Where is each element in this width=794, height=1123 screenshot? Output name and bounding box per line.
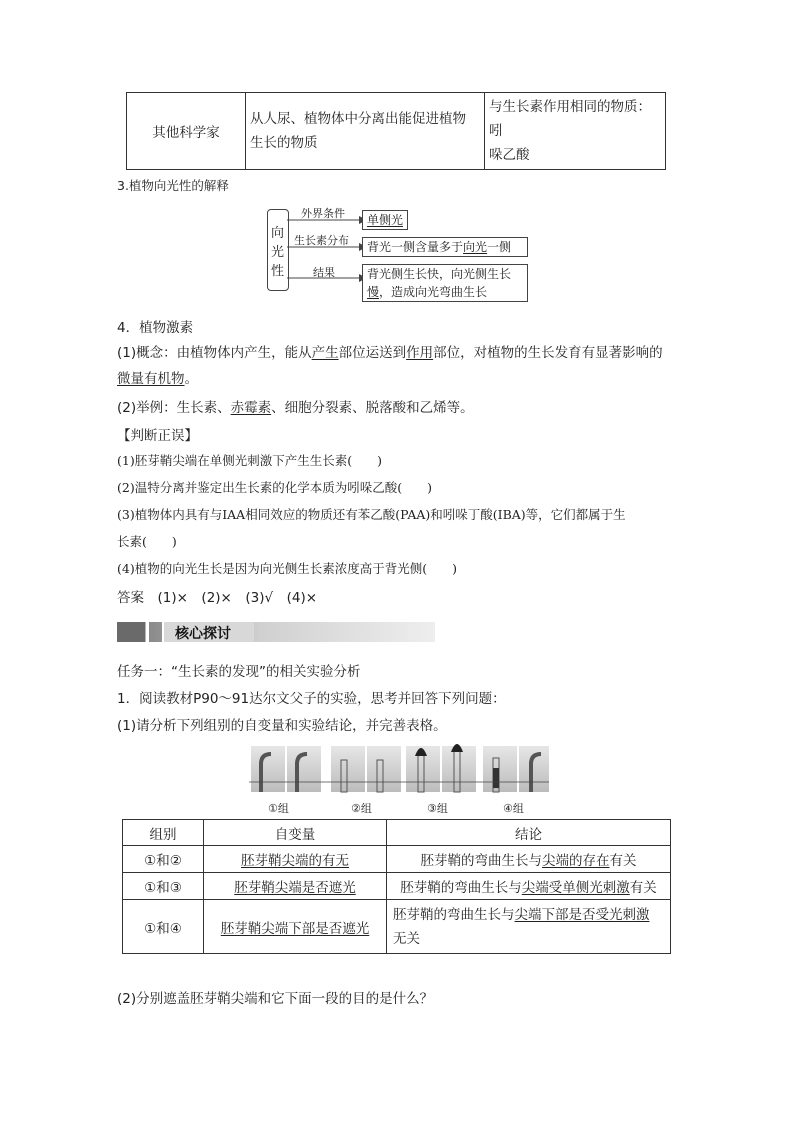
concept-line: (1)概念：由植物体内产生，能从产生部位运送到作用部位，对植物的生长发育有显著影响的 <box>117 345 663 361</box>
group-label-4: ④组 <box>503 802 524 815</box>
group-label-1: ①组 <box>268 802 289 815</box>
question-sub2: (2)分别遮盖胚芽鞘尖端和它下面一段的目的是什么？ <box>117 991 434 1007</box>
header-conclusion: 结论 <box>387 820 671 846</box>
experiment-table <box>122 819 671 954</box>
judge-title: 【判断正误】 <box>117 428 198 444</box>
diagram-label-3: 结果 <box>313 266 335 279</box>
section-3-title: 3.植物向光性的解释 <box>117 178 229 193</box>
task1-title: 任务一：“生长素的发现”的相关实验分析 <box>117 664 361 680</box>
section-4-title: 4．植物激素 <box>117 320 194 336</box>
concept-line-2: 微量有机物。 <box>117 371 198 387</box>
judge-q3-cont: 长素( ) <box>117 534 177 549</box>
judge-q3: (3)植物体内具有与IAA相同效应的物质还有苯乙酸(PAA)和吲哚丁酸(IBA)等，它们都属于生 <box>117 507 626 522</box>
diagram-label-2: 生长素分布 <box>294 234 349 247</box>
judge-q4: (4)植物的向光生长是因为向光侧生长素浓度高于背光侧( ) <box>117 561 457 576</box>
answer-line: 答案 (1)× (2)× (3)√ (4)× <box>117 590 318 606</box>
group-label-3: ③组 <box>427 802 448 815</box>
table-row: ①和③ 胚芽鞘尖端是否遮光 胚芽鞘的弯曲生长与尖端受单侧光刺激有关 <box>123 873 671 900</box>
judge-q1: (1)胚芽鞘尖端在单侧光刺激下产生生长素( ) <box>117 453 382 468</box>
cell-scientist: 其他科学家 <box>127 93 246 170</box>
judge-q2: (2)温特分离并鉴定出生长素的化学本质为吲哚乙酸( ) <box>117 480 432 495</box>
header-group: 组别 <box>123 820 204 846</box>
table-row: ①和④ 胚芽鞘尖端下部是否遮光 胚芽鞘的弯曲生长与尖端下部是否受光刺激 无关 <box>123 900 671 954</box>
group-label-2: ②组 <box>351 802 372 815</box>
header-variable: 自变量 <box>204 820 387 846</box>
example-line: (2)举例：生长素、赤霉素、细胞分裂素、脱落酸和乙烯等。 <box>117 400 474 416</box>
experiment-figure <box>249 740 549 798</box>
question-read: 1．阅读教材P90～91达尔文父子的实验，思考并回答下列问题： <box>117 691 506 707</box>
diagram-center-text: 向 光 性 <box>271 226 285 279</box>
cell-desc: 从人尿、植物体中分离出能促进植物 生长的物质 <box>246 93 485 170</box>
section-banner <box>117 622 435 642</box>
diagram-label-1: 外界条件 <box>301 207 345 220</box>
cell-result: 与生长素作用相同的物质：吲 哚乙酸 <box>485 93 666 170</box>
banner-title: 核心探讨 <box>175 626 231 642</box>
diagram-box-3: 背光侧生长快，向光侧生长 慢，造成向光弯曲生长 <box>362 264 528 302</box>
question-sub1: (1)请分析下列组别的自变量和实验结论，并完善表格。 <box>117 718 447 734</box>
table-row: ①和② 胚芽鞘尖端的有无 胚芽鞘的弯曲生长与尖端的存在有关 <box>123 846 671 873</box>
diagram-box-1: 单侧光 <box>362 210 408 230</box>
top-table <box>126 92 666 170</box>
diagram-box-2: 背光一侧含量多于向光一侧 <box>362 237 528 257</box>
